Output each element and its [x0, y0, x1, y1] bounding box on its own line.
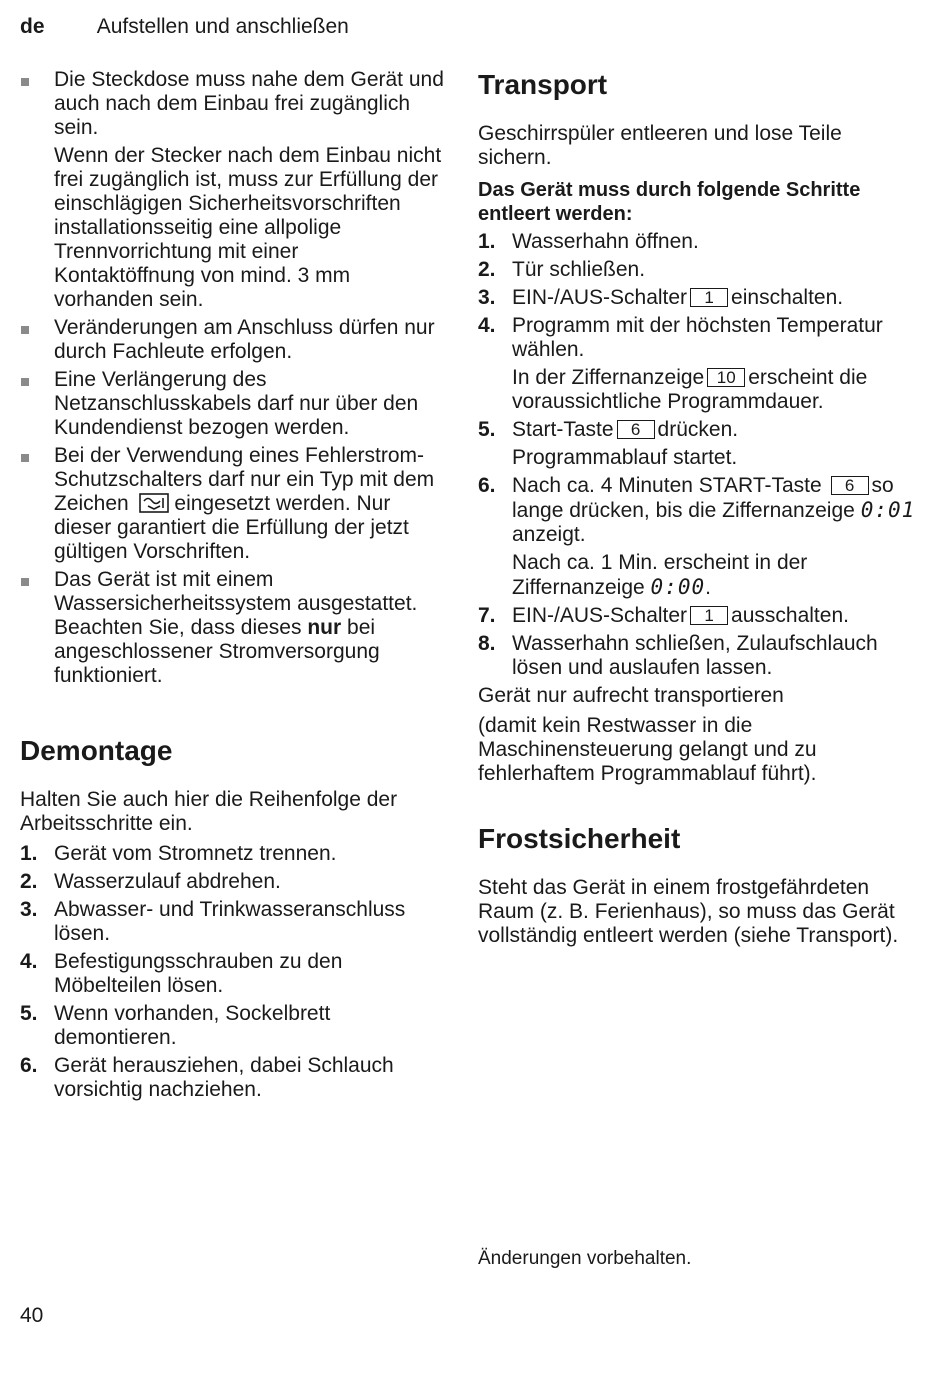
transport-upright-note: Gerät nur aufrecht transportieren: [478, 684, 784, 707]
transport-intro: Geschirrspüler entleeren und lose Teile sichern.: [478, 122, 842, 169]
step-text: EIN-/AUS-Schalter: [512, 604, 688, 627]
safety-bullet-list: [20, 68, 445, 688]
demontage-intro: Halten Sie auch hier die Reihenfolge der Arbeitsschritte ein.: [20, 788, 398, 835]
step-text: Wasserhahn schließen, Zulaufschlauch lösen und auslaufen lassen.: [512, 632, 878, 679]
step-text: Abwasser- und Trinkwasseranschluss lösen.: [54, 898, 406, 945]
demontage-steps: [20, 842, 445, 1102]
bullet-text: eingesetzt werden. Nur dieser garantiert die Erfüllung der jetzt gültigen Vorschriften.: [54, 492, 409, 563]
step-text: einschalten.: [731, 286, 844, 309]
on-off-switch-key: 1: [690, 606, 728, 625]
step-text: Gerät vom Stromnetz trennen.: [54, 842, 337, 865]
frost-text: Steht das Gerät in einem frostgefährdeten Raum (z. B. Ferienhaus), so muss das Gerät vollständig entleert werden (siehe Transport).: [478, 876, 899, 947]
step-text: erscheint die voraussichtliche Programmdauer.: [512, 366, 868, 413]
list-item: [20, 950, 445, 998]
step-text: anzeigt.: [512, 523, 586, 546]
step-extra: Programmablauf startet.: [512, 446, 738, 469]
page-header: [20, 14, 349, 40]
step-number: 5.: [478, 418, 496, 441]
step-text: Wasserzulauf abdrehen.: [54, 870, 281, 893]
transport-subheading: Das Gerät muss durch folgende Schritte entleert werden:: [478, 179, 861, 225]
step-text: Nach ca. 4 Minuten START-Taste: [512, 474, 822, 497]
step-number: 4.: [478, 314, 496, 337]
step-number: 1.: [478, 230, 496, 253]
language-code: de: [20, 15, 45, 38]
right-column: [478, 68, 918, 954]
bullet-extra-text: Wenn der Stecker nach dem Einbau nicht frei zugänglich ist, muss zur Erfüllung der einschlägigen Sicherheitsvorschriften installationsseitig eine allpolige Trennvorrichtung mit einer Kontaktöffnung von mind. 3 mm vorhanden sein.: [54, 144, 442, 311]
start-button-key: 6: [831, 476, 869, 495]
digital-display-key: 10: [707, 368, 745, 387]
transport-heading: Transport: [478, 69, 608, 100]
step-text: Gerät herausziehen, dabei Schlauch vorsichtig nachziehen.: [54, 1054, 394, 1101]
bullet-item: [20, 568, 445, 688]
list-item: [478, 258, 918, 282]
step-number: 1.: [20, 842, 38, 865]
step-number: 8.: [478, 632, 496, 655]
on-off-switch-key: 1: [690, 288, 728, 307]
list-item: [20, 1002, 445, 1050]
frost-heading: Frostsicherheit: [478, 823, 681, 854]
step-number: 3.: [478, 286, 496, 309]
page-number: 40: [20, 1304, 44, 1327]
bullet-text: Veränderungen am Anschluss dürfen nur durch Fachleute erfolgen.: [54, 316, 435, 363]
list-item: [478, 418, 918, 470]
list-item: [20, 870, 445, 894]
step-number: 2.: [478, 258, 496, 281]
step-text: so lange drücken, bis die Ziffernanzeige: [512, 474, 894, 522]
step-number: 3.: [20, 898, 38, 921]
bullet-item: [20, 444, 445, 564]
left-column: [20, 68, 445, 1106]
step-extra: [512, 551, 918, 600]
step-text: Start-Taste: [512, 418, 614, 441]
transport-reason: (damit kein Restwasser in die Maschinensteuerung gelangt und zu fehlerhaftem Programmablauf führt).: [478, 714, 817, 785]
step-number: 2.: [20, 870, 38, 893]
bullet-text: bei angeschlossener Stromversorgung funktioniert.: [54, 616, 380, 687]
step-text: Programm mit der höchsten Temperatur wählen.: [512, 314, 883, 361]
step-text: Wasserhahn öffnen.: [512, 230, 699, 253]
bullet-text: Eine Verlängerung des Netzanschlusskabels darf nur über den Kundendienst bezogen werden.: [54, 368, 419, 439]
bullet-item: [20, 368, 445, 440]
step-number: 6.: [20, 1054, 38, 1077]
bullet-item: [20, 68, 445, 312]
step-text: ausschalten.: [731, 604, 849, 627]
step-text: .: [705, 576, 711, 599]
list-item: [478, 286, 918, 310]
transport-steps: [478, 230, 918, 680]
bullet-emphasis: nur: [307, 616, 342, 639]
bullet-item: [20, 316, 445, 364]
step-number: 6.: [478, 474, 496, 497]
step-text: EIN-/AUS-Schalter: [512, 286, 688, 309]
changes-reserved-note: Änderungen vorbehalten.: [478, 1248, 692, 1269]
step-number: 4.: [20, 950, 38, 973]
list-item: [478, 474, 918, 600]
rcd-symbol-icon: [139, 493, 169, 513]
step-text: Nach ca. 1 Min. erscheint in der Ziffernanzeige: [512, 551, 808, 599]
list-item: [20, 1054, 445, 1102]
start-button-key: 6: [617, 420, 655, 439]
list-item: [478, 314, 918, 414]
step-text: drücken.: [657, 418, 739, 441]
list-item: [478, 632, 918, 680]
bullet-text: Bei der Verwendung eines Fehlerstrom-Schutzschalters darf nur ein Typ mit dem Zeichen: [54, 444, 435, 515]
list-item: [478, 230, 918, 254]
bullet-text: Die Steckdose muss nahe dem Gerät und auch nach dem Einbau frei zugänglich sein.: [54, 68, 444, 139]
list-item: [478, 604, 918, 628]
step-number: 7.: [478, 604, 496, 627]
step-text: In der Ziffernanzeige: [512, 366, 705, 389]
demontage-heading: Demontage: [20, 735, 173, 766]
list-item: [20, 898, 445, 946]
display-readout: 0:01: [860, 498, 916, 522]
step-text: Befestigungsschrauben zu den Möbelteilen lösen.: [54, 950, 343, 997]
bullet-text: Das Gerät ist mit einem Wassersicherheitssystem ausgestattet. Beachten Sie, dass dieses: [54, 568, 418, 639]
step-text: Wenn vorhanden, Sockelbrett demontieren.: [54, 1002, 331, 1049]
display-readout: 0:00: [650, 575, 706, 599]
section-title: Aufstellen und anschließen: [96, 15, 349, 38]
list-item: [20, 842, 445, 866]
step-extra: [512, 366, 918, 414]
step-number: 5.: [20, 1002, 38, 1025]
step-text: Tür schließen.: [512, 258, 646, 281]
